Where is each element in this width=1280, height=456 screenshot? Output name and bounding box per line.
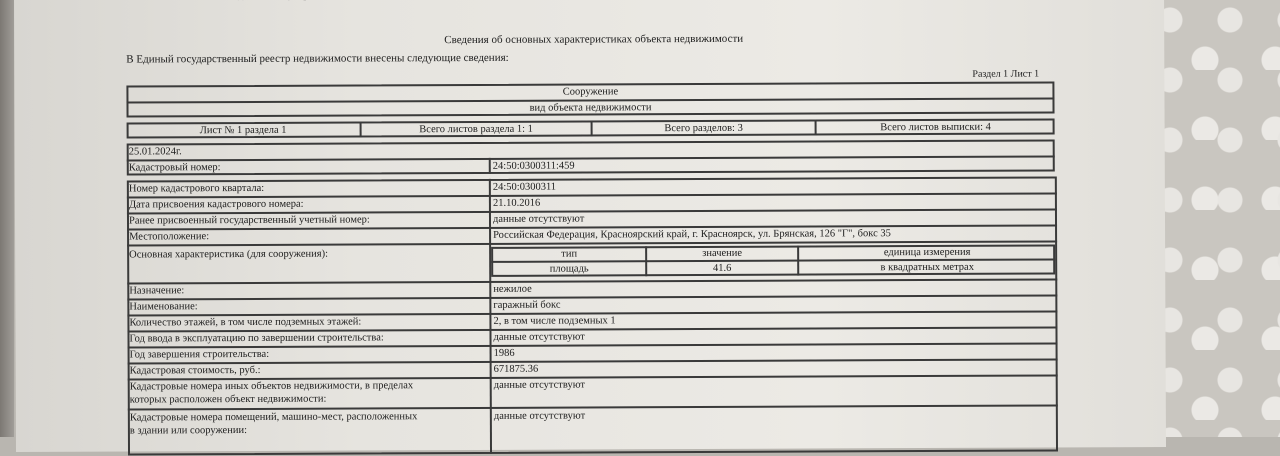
object-type: Сооружение: [562, 86, 619, 98]
field-value: Российская Федерация, Красноярский край, г. Красноярск, ул. Брянская, 126 "Г", бокс 35: [493, 228, 891, 241]
field-label: Количество этажей, в том числе подземных этажей:: [129, 316, 362, 329]
field-value: данные отсутствуют: [493, 331, 585, 343]
field-value: нежилое: [493, 283, 532, 295]
document-page: [14, 0, 1166, 452]
document-intro: В Единый государственный реестр недвижимости внесены следующие сведения:: [126, 51, 509, 66]
field-label: Год ввода в эксплуатацию по завершении строительства:: [129, 332, 384, 345]
document-top-line: [174, 0, 871, 1]
field-value: 1986: [493, 347, 515, 359]
background-edge: [0, 0, 14, 437]
object-type-caption: вид объекта недвижимости: [529, 102, 652, 114]
other-objects-label-2: которых расположен объект недвижимости:: [129, 393, 327, 406]
other-objects-label-1: Кадастровые номера иных объектов недвижимости, в пределах: [129, 380, 414, 393]
other-objects-value: данные отсутствуют: [493, 379, 586, 391]
sheet-number: Лист № 1 раздела 1: [199, 124, 287, 137]
extract-date: 25.01.2024г.: [128, 146, 182, 158]
field-label: Номер кадастрового квартала:: [128, 182, 265, 195]
field-value: гаражный бокс: [493, 299, 561, 311]
field-label: Назначение:: [129, 285, 185, 297]
field-label: Местоположение:: [129, 231, 210, 243]
field-label: Год завершения строительства:: [129, 348, 270, 361]
cadastral-number: 24:50:0300311:459: [492, 160, 575, 172]
field-label: Дата присвоения кадастрового номера:: [128, 198, 304, 211]
field-value: 671875.36: [493, 363, 539, 375]
characteristic-value: 41.6: [713, 262, 732, 274]
sections-total: Всего разделов: 3: [664, 122, 743, 135]
characteristic-header: тип: [561, 248, 578, 260]
background-fabric: [1150, 0, 1280, 437]
main-characteristic-label: Основная характеристика (для сооружения):: [129, 248, 329, 261]
field-value: 2, в том числе подземных 1: [493, 315, 616, 327]
characteristic-type: площадь: [549, 263, 589, 275]
field-value: 21.10.2016: [492, 197, 541, 209]
characteristic-header: единица измерения: [883, 246, 971, 259]
field-label: Кадастровая стоимость, руб.:: [129, 364, 261, 377]
field-value: 24:50:0300311: [492, 181, 557, 193]
field-label: Ранее присвоенный государственный учетный номер:: [128, 214, 370, 227]
field-label: Наименование:: [129, 301, 198, 313]
premises-value: данные отсутствуют: [493, 410, 586, 422]
section-label: Раздел 1 Лист 1: [972, 68, 1040, 80]
document-heading: Сведения об основных характеристиках объекта недвижимости: [444, 32, 744, 47]
premises-label-1: Кадастровые номера помещений, машино-мест, расположенных: [129, 411, 418, 424]
premises-label-2: в здании или сооружении:: [129, 424, 248, 437]
cadastral-number-label: Кадастровый номер:: [128, 162, 221, 174]
characteristic-unit: в квадратных метрах: [880, 261, 974, 274]
sheets-in-section: Всего листов раздела 1: 1: [419, 123, 533, 136]
field-value: данные отсутствуют: [492, 213, 585, 225]
characteristic-header: значение: [702, 247, 743, 259]
sheets-total: Всего листов выписки: 4: [880, 121, 991, 134]
